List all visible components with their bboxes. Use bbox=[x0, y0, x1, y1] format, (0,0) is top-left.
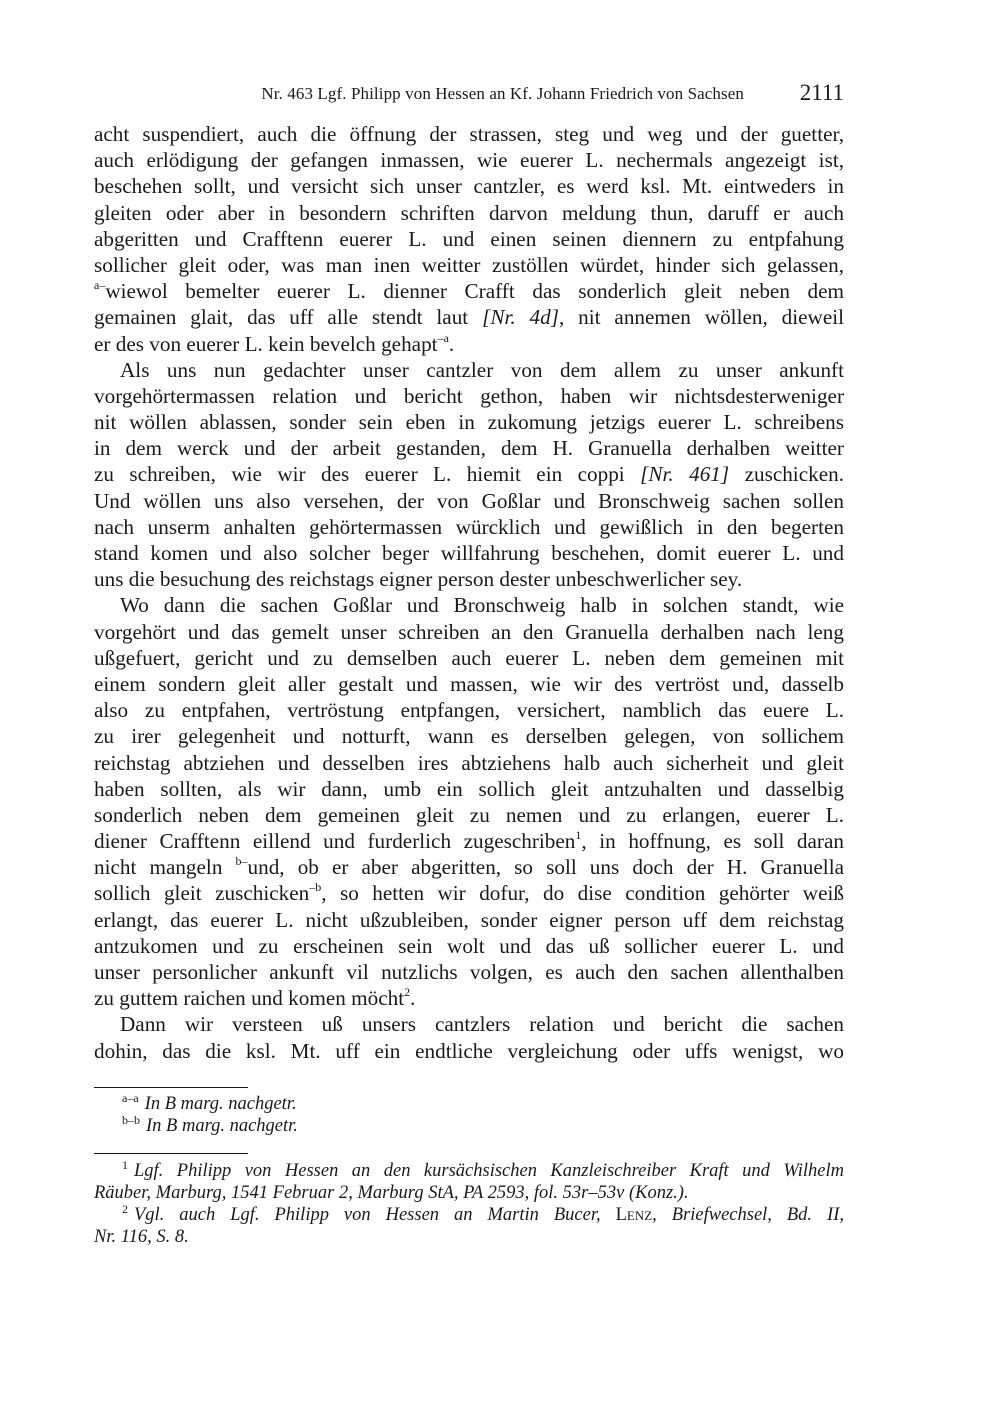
text-line: reichstag abtziehen und desselben ires abtziehens halb auch sicherheit und gleit bbox=[94, 750, 844, 775]
text-line: nach unserm anhalten gehörtermassen würcklich und gewißlich in den begerten bbox=[94, 514, 844, 539]
textnote-mark: a– bbox=[94, 278, 106, 293]
text-run: sollich gleit zuschicken bbox=[94, 881, 310, 906]
text-line: Wo dann die sachen Goßlar und Bronschweig halb in solchen standt, wie bbox=[120, 593, 844, 618]
cross-reference: [Nr. 4d] bbox=[482, 305, 559, 330]
running-header bbox=[94, 80, 844, 108]
text-run: diener Crafftenn eillend und furderlich zugeschriben bbox=[94, 829, 576, 854]
main-text bbox=[94, 121, 844, 1064]
text-line bbox=[94, 985, 844, 1011]
text-run: zuschicken. bbox=[729, 462, 844, 487]
text-line: ußgefuert, gericht und zu demselben auch euerer L. neben dem gemeinen mit bbox=[94, 645, 844, 670]
footnote-ref[interactable]: 1 bbox=[575, 828, 582, 843]
text-line bbox=[94, 880, 844, 906]
textnotes-rule bbox=[94, 1087, 248, 1088]
text-line: unser personlicher ankunft vil nutzlichs volgen, es auch den sachen allenthalben bbox=[94, 960, 844, 984]
text-line bbox=[94, 304, 844, 330]
footnote-2 bbox=[94, 1204, 844, 1226]
footnote-text: Räuber, Marburg, 1541 Februar 2, Marburg StA, PA 2593, fol. 53r–53v (Konz.). bbox=[94, 1183, 689, 1203]
textnote bbox=[94, 1093, 844, 1115]
text-line: erlangt, das euerer L. nicht ußzubleiben, sonder eigner person uff dem reichstag bbox=[94, 907, 844, 932]
textnote-mark: –b bbox=[309, 880, 322, 895]
text-line: abgeritten und Crafftenn euerer L. und einen seinen diennern zu entpfahung bbox=[94, 226, 844, 251]
textnote bbox=[94, 1115, 844, 1137]
footnote-1-cont bbox=[94, 1182, 844, 1204]
footnote-text: Vgl. auch Lgf. Philipp von Hessen an Martin Bucer, bbox=[134, 1205, 616, 1225]
text-line: Dann wir versteen uß unsers cantzlers relation und bericht die sachen bbox=[120, 1012, 844, 1037]
text-run: , in hoffnung, es soll daran bbox=[581, 829, 844, 854]
text-run: nicht mangeln bbox=[94, 855, 236, 880]
textnote-mark: b– bbox=[235, 854, 248, 869]
textnotes bbox=[94, 1093, 844, 1137]
text-line: Und wöllen uns also versehen, der von Goßlar und Bronschweig sachen sollen bbox=[94, 488, 844, 513]
text-line bbox=[94, 278, 844, 304]
text-line: vorgehört und das gemelt unser schreiben an den Granuella derhalben nach leng bbox=[94, 619, 844, 644]
text-line: uns die besuchung des reichstags eigner person dester unbeschwerlicher sey. bbox=[94, 567, 743, 592]
footnote-text: , Briefwechsel, Bd. II, bbox=[652, 1205, 844, 1225]
text-line: antzukomen und zu erscheinen sein wolt und das uß sollicher euerer L. und bbox=[94, 933, 844, 958]
text-line: zu irer gelegenheit und notturft, wann es derselben gelegen, von sollichem bbox=[94, 724, 844, 749]
text-line bbox=[94, 331, 844, 357]
footnote-1 bbox=[94, 1160, 844, 1182]
textnote-mark: b–b bbox=[122, 1113, 140, 1127]
text-run: er des von euerer L. kein bevelch gehapt bbox=[94, 331, 438, 356]
footnote-text: Lgf. Philipp von Hessen an den kursächsischen Kanzleischreiber Kraft und Wilhelm bbox=[134, 1161, 844, 1181]
text-run: zu schreiben, wie wir des euerer L. hiemit ein coppi bbox=[94, 462, 641, 487]
footnote-ref[interactable]: 2 bbox=[404, 985, 411, 1000]
text-run: , nit annemen wöllen, dieweil bbox=[558, 305, 845, 330]
page-number: 2111 bbox=[799, 80, 844, 105]
text-line: haben sollten, als wir dann, umb ein sollich gleit antzuhalten und dasselbig bbox=[94, 776, 844, 801]
footnote-text: Nr. 116, S. 8. bbox=[94, 1227, 189, 1247]
text-line: stand komen und also solcher beger willfahrung beschehen, domit euerer L. und bbox=[94, 541, 844, 565]
text-run: zu guttem raichen und komen möcht bbox=[94, 986, 405, 1011]
text-line: nit wöllen ablassen, sonder sein eben in zukomung jetzigs euerer L. schreibens bbox=[94, 410, 844, 435]
text-line: vorgehörtermassen relation und bericht gethon, haben wir nichtsdesterweniger bbox=[94, 383, 844, 408]
text-line bbox=[94, 461, 844, 487]
footnotes-rule bbox=[94, 1153, 248, 1154]
textnote-mark: –a bbox=[437, 330, 449, 345]
text-line: also zu entpfahen, vertröstung entpfangen, versichert, namblich das euere L. bbox=[94, 698, 844, 723]
text-line: Als uns nun gedachter unser cantzler von dem allem zu unser ankunft bbox=[120, 357, 844, 382]
text-line: einem sondern gleit aller gestalt und massen, wie wir des vertröst und, dasselb bbox=[94, 671, 844, 696]
footnote-mark: 2 bbox=[122, 1202, 128, 1216]
textnote-text: In B marg. nachgetr. bbox=[144, 1094, 297, 1114]
running-title: Nr. 463 Lgf. Philipp von Hessen an Kf. Johann Friedrich von Sachsen bbox=[261, 84, 744, 103]
text-run: . bbox=[410, 986, 416, 1011]
text-line: gleiten oder aber in besondern schriften darvon meldung thun, daruff er auch bbox=[94, 200, 844, 225]
footnote-author: Lenz bbox=[615, 1205, 653, 1225]
textnote-mark: a–a bbox=[122, 1091, 139, 1105]
text-run: . bbox=[448, 331, 455, 356]
text-line: dohin, das die ksl. Mt. uff ein endtliche vergleichung oder uffs wenigst, wo bbox=[94, 1038, 844, 1063]
text-run: , so hetten wir dofur, do dise condition gehörter weiß bbox=[321, 881, 844, 906]
textnote-text: In B marg. nachgetr. bbox=[146, 1116, 298, 1136]
text-line: sonderlich neben dem gemeinen gleit zu nemen und zu erlangen, euerer L. bbox=[94, 802, 844, 827]
footnote-mark: 1 bbox=[122, 1158, 128, 1172]
text-run: gemainen glait, das uff alle stendt laut bbox=[94, 305, 483, 330]
text-line: auch erlödigung der gefangen inmassen, wie euerer L. nechermals angezeigt ist, bbox=[94, 148, 844, 173]
cross-reference: [Nr. 461] bbox=[640, 462, 730, 487]
footnote-2-cont bbox=[94, 1226, 844, 1248]
text-line: beschehen sollt, und versicht sich unser cantzler, es werd ksl. Mt. eintweders in bbox=[94, 174, 844, 199]
text-run: wiewol bemelter euerer L. dienner Crafft das sonderlich gleit neben dem bbox=[105, 279, 844, 304]
text-run: und, ob er aber abgeritten, so soll uns doch der H. Granuella bbox=[247, 855, 844, 880]
footnotes bbox=[94, 1160, 844, 1248]
text-line: sollicher gleit oder, was man inen weitter zustöllen würdet, hinder sich gelassen, bbox=[94, 252, 844, 277]
text-line bbox=[94, 854, 844, 880]
text-line: acht suspendiert, auch die öffnung der strassen, steg und weg und der guetter, bbox=[94, 122, 844, 146]
text-line: in dem werck und der arbeit gestanden, dem H. Granuella derhalben weitter bbox=[94, 436, 844, 461]
text-line bbox=[94, 828, 844, 854]
